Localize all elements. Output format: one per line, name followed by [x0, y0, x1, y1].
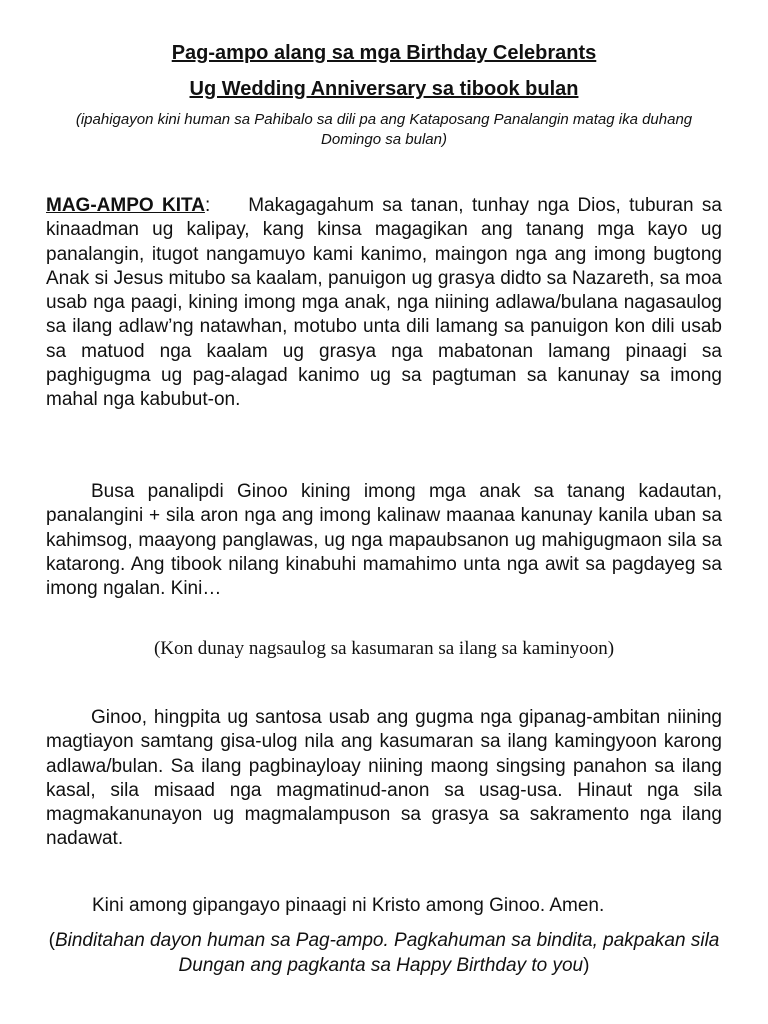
final-instruction-open-paren: ( — [48, 930, 55, 951]
anniversary-note: (Kon dunay nagsaulog sa kasumaran sa ilang sa kaminyoon) — [153, 638, 615, 659]
prayer-lead-label: MAG-AMPO KITA — [46, 195, 205, 216]
prayer-anniversary-paragraph: Ginoo, hingpita ug santosa usab ang gugma nga gipanag-ambitan niining magtiayon samtang gisa-ulog nila ang kasumaran sa ilang kamingyoon karong adlawa/bulan. Sa ilang pagbinayloay niining maong singsing panahon sa ilang kasal, sila misaad nga magmatinud-anon sa usag-usa. Hinaut nga sila magmakanunayon ug magmalampuson sa grasya sa sakramento nga ilang nadawat. — [46, 707, 722, 850]
final-instruction — [20, 929, 748, 978]
instruction-note: (ipahigayon kini human sa Pahibalo sa dili pa ang Kataposang Panalangin matag ika duhang Domingo sa bulan) — [75, 111, 693, 148]
title-line-2: Ug Wedding Anniversary sa tibook bulan — [189, 78, 579, 100]
closing-line: Kini among gipangayo pinaagi ni Kristo among Ginoo. Amen. — [92, 895, 605, 916]
final-instruction-close-paren: ) — [583, 954, 590, 976]
prayer-intro-paragraph — [46, 194, 722, 413]
prayer-blessing-paragraph: Busa panalipdi Ginoo kining imong mga anak sa tanang kadautan, panalangini + sila aron nga ang imong kalinaw maanaa kanunay kanila uban sa kahimsog, maayong panglawas, ug nga mapaubsanon ug mahigugmaon sila sa katarong. Ang tibook nilang kinabuhi mamahimo unta nga awit sa pagdayeg sa imong ngalan. Kini… — [46, 481, 722, 600]
prayer-intro-text: Makagagahum sa tanan, tunhay nga Dios, tuburan sa kinaadman ug kalipay, kang kinsa magagikan ang tanang mga kayo ug panalangin, itugot nangamuyo kami kanimo, maingon nga ang imong bugtong Anak si Jesus mitubo sa kaalam, panuigon ug grasya didto sa Nazareth, sa moa usab nga paagi, kining imong mga anak, nga niining adlawa/bulana nagasaulog sa ilang adlaw’ng natawhan, motubo unta dili lamang sa panuigon kon dili usab sa matuod nga kaalam ug grasya nga mabatonan lamang pinaagi sa paghigugma ug pag-alagad kanimo ug sa pagtuman sa kanunay sa imong mahal nga kabubut-on. — [46, 195, 722, 411]
prayer-lead-separator: : — [204, 195, 211, 216]
title-line-1: Pag-ampo alang sa mga Birthday Celebrants — [171, 42, 597, 64]
final-instruction-text: Binditahan dayon human sa Pag-ampo. Pagkahuman sa bindita, pakpakan sila Dungan ang pagkanta sa Happy Birthday to you — [54, 930, 720, 976]
